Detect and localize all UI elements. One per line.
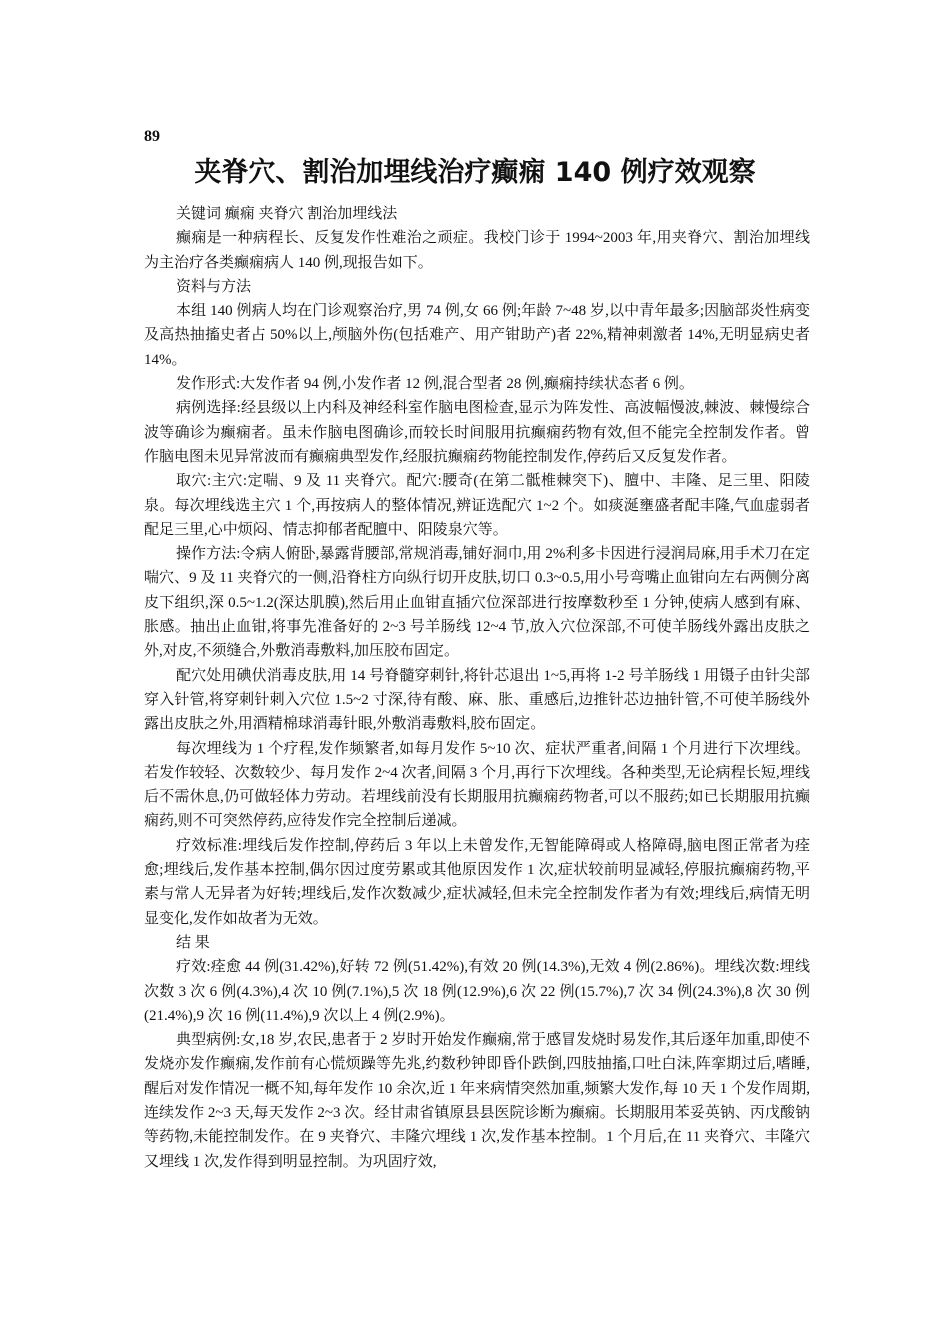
paragraph-patients: 本组 140 例病人均在门诊观察治疗,男 74 例,女 66 例;年龄 7~48 岁,以中青年最多;因脑部炎性病变及高热抽搐史者占 50%以上,颅脑外伤(包括难产、用产钳助产)者 22%,精神刺激者 14%,无明显病史者 14%。 — [144, 303, 810, 368]
article-title: 夹脊穴、割治加埋线治疗癫痫 140 例疗效观察 — [194, 157, 756, 188]
paragraph-secondary-points: 配穴处用碘伏消毒皮肤,用 14 号脊髓穿刺针,将针芯退出 1~5,再将 1-2 号羊肠线 1 用镊子由针尖部穿入针管,将穿刺针刺入穴位 1.5~2 寸深,待有酸、麻、胀、重感后,边推针芯边抽针管,不可使羊肠线外露出皮肤之外,用酒精棉球消毒针眼,外敷消毒敷料,胶布固定。 — [144, 667, 810, 733]
page-number: 89 — [144, 128, 160, 145]
intro-paragraph: 癫痫是一种病程长、反复发作性难治之顽症。我校门诊于 1994~2003 年,用夹脊穴、割治加埋线为主治疗各类癫痫病人 140 例,现报告如下。 — [144, 230, 810, 271]
paragraph-course: 每次埋线为 1 个疗程,发作频繁者,如每月发作 5~10 次、症状严重者,间隔 1 个月进行下次埋线。若发作较轻、次数较少、每月发作 2~4 次者,间隔 3 个月,再行下次埋线。各种类型,无论病程长短,埋线后不需休息,仍可做轻体力劳动。若埋线前没有长期服用抗癫痫药物者,可以不服药;如已长期服用抗癫痫药,则不可突然停药,应待发作完全控制后递减。 — [144, 740, 810, 830]
paragraph-procedure: 操作方法:令病人俯卧,暴露背腰部,常规消毒,铺好洞巾,用 2%利多卡因进行浸润局麻,用手术刀在定喘穴、9 及 11 夹脊穴的一侧,沿脊柱方向纵行切开皮肤,切口 0.3~0.5,用小号弯嘴止血钳向左右两侧分离皮下组织,深 0.5~1.2(深达肌膜),然后用止血钳直插穴位深部进行按摩数秒至 1 分钟,使病人感到有麻、胀感。抽出止血钳,将事先准备好的 2~3 号羊肠线 12~4 节,放入穴位深部,不可使羊肠线外露出皮肤之外,对皮,不须缝合,外敷消毒敷料,加压胶布固定。 — [144, 546, 810, 660]
section-heading-methods: 资料与方法 — [176, 278, 252, 295]
paragraph-seizure-types: 发作形式:大发作者 94 例,小发作者 12 例,混合型者 28 例,癫痫持续状态者 6 例。 — [176, 376, 694, 393]
paragraph-acupoints: 取穴:主穴:定喘、9 及 11 夹脊穴。配穴:腰奇(在第二骶椎棘突下)、膻中、丰隆、足三里、阳陵泉。每次埋线选主穴 1 个,再按病人的整体情况,辨证选配穴 1~2 个。如痰涎壅盛者配丰隆,气血虚弱者配足三里,心中烦闷、情志抑郁者配膻中、阳陵泉穴等。 — [144, 473, 810, 538]
paragraph-efficacy: 疗效:痊愈 44 例(31.42%),好转 72 例(51.42%),有效 20 例(14.3%),无效 4 例(2.86%)。埋线次数:埋线次数 3 次 6 例(4.3%),4 次 10 例(7.1%),5 次 18 例(12.9%),6 次 22 例(15.7%),7 次 34 例(24.3%),8 次 30 例(21.4%),9 次 16 例(11.4%),9 次以上 4 例(2.9%)。 — [144, 959, 810, 1024]
article-body — [144, 202, 810, 1174]
keywords-line: 关键词 癫痫 夹脊穴 割治加埋线法 — [176, 206, 398, 222]
paragraph-typical-case: 典型病例:女,18 岁,农民,患者于 2 岁时开始发作癫痫,常于感冒发烧时易发作,其后逐年加重,即使不发烧亦发作癫痫,发作前有心慌烦躁等先兆,约数秒钟即昏仆跌倒,四肢抽搐,口吐白沫,阵挛期过后,嗜睡,醒后对发作情况一概不知,每年发作 10 余次,近 1 年来病情突然加重,频繁大发作,每 10 天 1 个发作周期,连续发作 2~3 天,每天发作 2~3 次。经甘肃省镇原县县医院诊断为癫痫。长期服用苯妥英钠、丙戊酸钠等药物,未能控制发作。在 9 夹脊穴、丰隆穴埋线 1 次,发作基本控制。1 个月后,在 11 夹脊穴、丰隆穴又埋线 1 次,发作得到明显控制。为巩固疗效, — [144, 1032, 810, 1170]
paragraph-case-selection: 病例选择:经县级以上内科及神经科室作脑电图检查,显示为阵发性、高波幅慢波,棘波、棘慢综合波等确诊为癫痫者。虽未作脑电图确诊,而较长时间服用抗癫痫药物有效,但不能完全控制发作者。曾作脑电图未见异常波而有癫痫典型发作,经服抗癫痫药物能控制发作,停药后又反复发作者。 — [144, 400, 810, 465]
section-heading-results: 结 果 — [176, 934, 210, 951]
paragraph-criteria: 疗效标准:埋线后发作控制,停药后 3 年以上未曾发作,无智能障碍或人格障碍,脑电图正常者为痊愈;埋线后,发作基本控制,偶尔因过度劳累或其他原因发作 1 次,症状较前明显减轻,停服抗癫痫药物,平素与常人无异者为好转;埋线后,发作次数减少,症状减轻,但未完全控制发作者为有效;埋线后,病情无明显变化,发作如故者为无效。 — [144, 837, 810, 927]
